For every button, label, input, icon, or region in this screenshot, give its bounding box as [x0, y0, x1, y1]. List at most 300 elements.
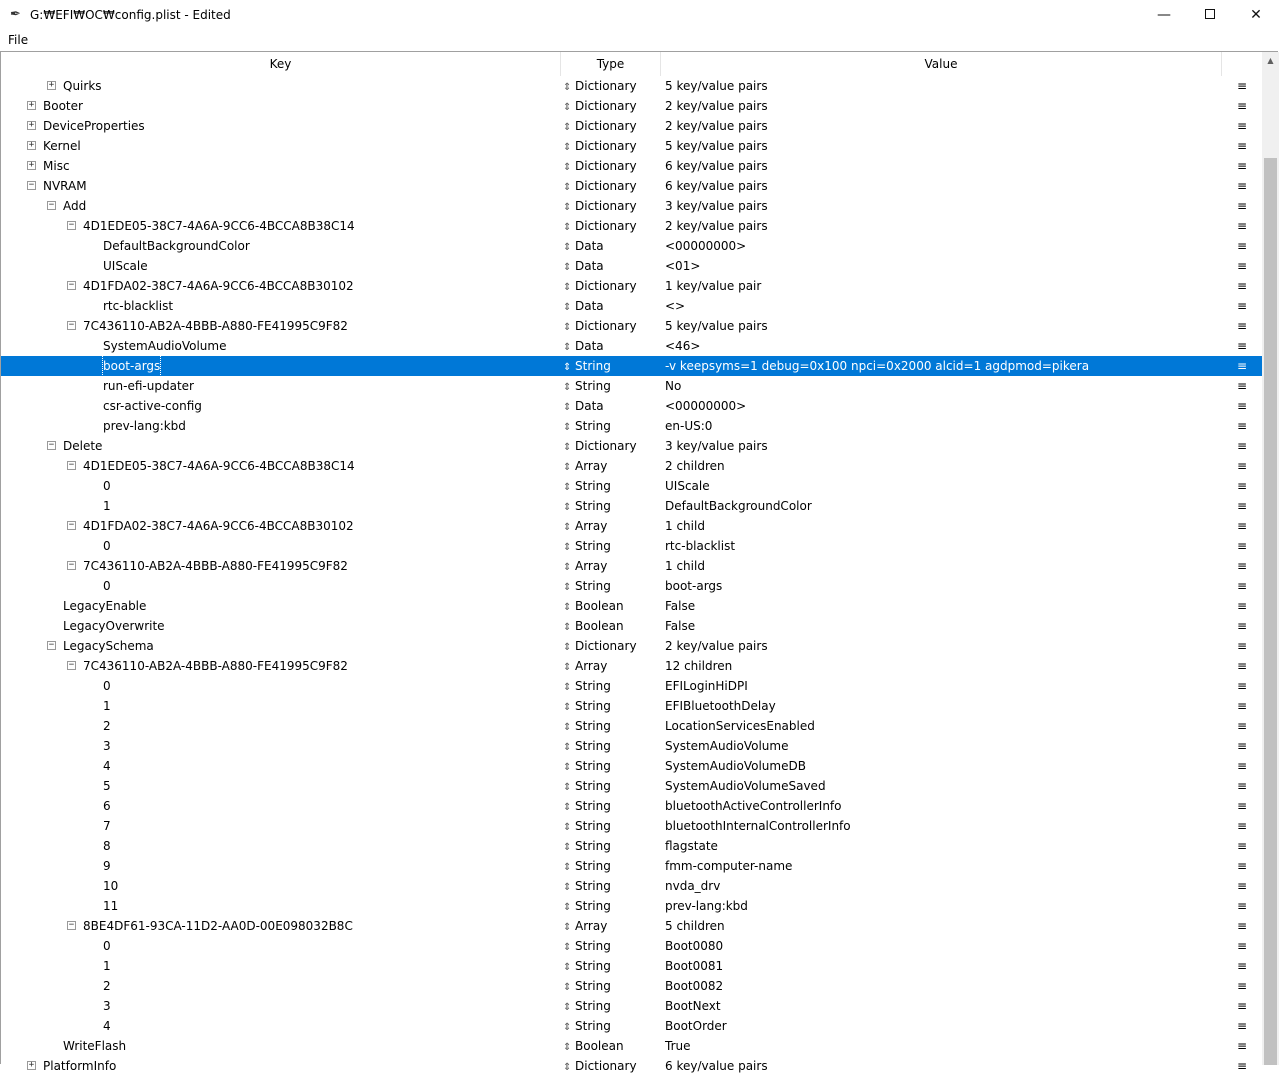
- tree-row[interactable]: [1, 316, 1262, 336]
- row-key-label[interactable]: Add: [63, 199, 87, 213]
- drag-handle-icon[interactable]: ≡: [1236, 439, 1248, 453]
- tree-row[interactable]: [1, 856, 1262, 876]
- collapse-icon[interactable]: −: [68, 220, 75, 230]
- drag-handle-icon[interactable]: ≡: [1236, 219, 1248, 233]
- row-value-cell[interactable]: bluetoothActiveControllerInfo: [665, 799, 842, 813]
- column-header-key[interactable]: Key: [1, 52, 561, 76]
- row-type-cell[interactable]: [563, 456, 661, 476]
- drag-handle-icon[interactable]: ≡: [1236, 859, 1248, 873]
- row-key-label[interactable]: 6: [103, 799, 111, 813]
- tree-row[interactable]: [1, 216, 1262, 236]
- row-type-cell[interactable]: [563, 656, 661, 676]
- tree-row[interactable]: [1, 1016, 1262, 1036]
- row-value-cell[interactable]: 2 key/value pairs: [665, 119, 768, 133]
- row-type-cell[interactable]: [563, 816, 661, 836]
- drag-handle-icon[interactable]: ≡: [1236, 659, 1248, 673]
- row-key-label[interactable]: 4: [103, 759, 111, 773]
- collapse-icon[interactable]: −: [68, 660, 75, 670]
- tree-row[interactable]: [1, 876, 1262, 896]
- tree-row[interactable]: [1, 76, 1262, 96]
- row-type-cell[interactable]: [563, 356, 661, 376]
- row-key-label[interactable]: 10: [103, 879, 119, 893]
- tree-row[interactable]: [1, 416, 1262, 436]
- row-key-label[interactable]: Misc: [43, 159, 70, 173]
- row-value-cell[interactable]: rtc-blacklist: [665, 539, 736, 553]
- tree-row[interactable]: [1, 256, 1262, 276]
- drag-handle-icon[interactable]: ≡: [1236, 839, 1248, 853]
- row-key-label[interactable]: 0: [103, 479, 111, 493]
- drag-handle-icon[interactable]: ≡: [1236, 1039, 1248, 1053]
- tree-row[interactable]: [1, 436, 1262, 456]
- expand-icon[interactable]: +: [28, 100, 35, 110]
- tree-row[interactable]: [1, 636, 1262, 656]
- row-type-cell[interactable]: [563, 876, 661, 896]
- tree-row[interactable]: [1, 476, 1262, 496]
- row-key-label[interactable]: SystemAudioVolume: [103, 339, 227, 353]
- drag-handle-icon[interactable]: ≡: [1236, 339, 1248, 353]
- minimize-button[interactable]: [1141, 0, 1187, 30]
- row-value-cell[interactable]: -v keepsyms=1 debug=0x100 npci=0x2000 alcid=1 agdpmod=pikera: [665, 359, 1090, 373]
- tree-row[interactable]: [1, 616, 1262, 636]
- row-value-cell[interactable]: 6 key/value pairs: [665, 159, 768, 173]
- tree-row[interactable]: [1, 956, 1262, 976]
- tree-row[interactable]: [1, 356, 1262, 376]
- drag-handle-icon[interactable]: ≡: [1236, 319, 1248, 333]
- tree-row[interactable]: [1, 376, 1262, 396]
- row-value-cell[interactable]: nvda_drv: [665, 879, 721, 893]
- row-type-label: Dictionary: [575, 159, 637, 173]
- row-type-cell[interactable]: [563, 436, 661, 456]
- row-key-label[interactable]: 3: [103, 999, 111, 1013]
- row-value-cell[interactable]: 5 key/value pairs: [665, 79, 768, 93]
- row-key-label[interactable]: Booter: [43, 99, 83, 113]
- row-type-cell[interactable]: [563, 116, 661, 136]
- drag-handle-icon[interactable]: ≡: [1236, 799, 1248, 813]
- drag-handle-icon[interactable]: ≡: [1236, 619, 1248, 633]
- row-type-cell[interactable]: [563, 76, 661, 96]
- row-type-cell[interactable]: [563, 796, 661, 816]
- row-type-cell[interactable]: [563, 316, 661, 336]
- row-type-cell[interactable]: [563, 336, 661, 356]
- row-value-cell[interactable]: EFILoginHiDPI: [665, 679, 748, 693]
- drag-handle-icon[interactable]: ≡: [1236, 359, 1248, 373]
- row-type-cell[interactable]: [563, 396, 661, 416]
- row-key-label[interactable]: 4D1EDE05-38C7-4A6A-9CC6-4BCCA8B38C14: [83, 459, 355, 473]
- tree-row[interactable]: [1, 296, 1262, 316]
- close-button[interactable]: [1233, 0, 1279, 30]
- row-key-label[interactable]: 7: [103, 819, 111, 833]
- row-key-label[interactable]: 8: [103, 839, 111, 853]
- row-value-cell[interactable]: flagstate: [665, 839, 718, 853]
- tree-row[interactable]: [1, 556, 1262, 576]
- up-down-arrow-icon: ⇕: [563, 682, 572, 693]
- expand-icon[interactable]: +: [28, 140, 35, 150]
- row-type-cell[interactable]: [563, 676, 661, 696]
- row-type-cell[interactable]: [563, 836, 661, 856]
- row-type-cell[interactable]: [563, 716, 661, 736]
- menu-file[interactable]: File: [8, 33, 29, 47]
- row-key-label[interactable]: 7C436110-AB2A-4BBB-A880-FE41995C9F82: [83, 559, 348, 573]
- tree-row[interactable]: [1, 456, 1262, 476]
- row-key-label[interactable]: Delete: [63, 439, 103, 453]
- row-value-cell[interactable]: <46>: [665, 339, 701, 353]
- row-type-label: Boolean: [575, 1039, 624, 1053]
- up-down-arrow-icon: ⇕: [563, 922, 572, 933]
- drag-handle-icon[interactable]: ≡: [1236, 239, 1248, 253]
- tree-row[interactable]: [1, 116, 1262, 136]
- row-value-cell[interactable]: BootOrder: [665, 1019, 727, 1033]
- drag-handle-icon[interactable]: ≡: [1236, 1019, 1248, 1033]
- row-type-cell[interactable]: [563, 896, 661, 916]
- drag-handle-icon[interactable]: ≡: [1236, 379, 1248, 393]
- row-key-label[interactable]: 9: [103, 859, 111, 873]
- row-type-cell[interactable]: [563, 1016, 661, 1036]
- row-type-cell[interactable]: [563, 416, 661, 436]
- row-value-cell[interactable]: 5 key/value pairs: [665, 319, 768, 333]
- tree-row[interactable]: [1, 656, 1262, 676]
- row-value-cell[interactable]: 5 children: [665, 919, 725, 933]
- row-type-cell[interactable]: [563, 1056, 661, 1076]
- maximize-button[interactable]: [1187, 0, 1233, 30]
- row-type-cell[interactable]: [563, 236, 661, 256]
- column-header-type[interactable]: Type: [561, 52, 661, 76]
- row-key-label[interactable]: 4D1EDE05-38C7-4A6A-9CC6-4BCCA8B38C14: [83, 219, 355, 233]
- row-type-cell[interactable]: [563, 756, 661, 776]
- expand-icon[interactable]: +: [28, 160, 35, 170]
- row-type-cell[interactable]: [563, 156, 661, 176]
- expand-icon[interactable]: +: [48, 80, 55, 90]
- tree-row[interactable]: [1, 596, 1262, 616]
- tree-row[interactable]: [1, 196, 1262, 216]
- row-type-cell[interactable]: [563, 496, 661, 516]
- row-value-cell[interactable]: SystemAudioVolume: [665, 739, 789, 753]
- drag-handle-icon[interactable]: ≡: [1236, 419, 1248, 433]
- collapse-icon[interactable]: −: [68, 320, 75, 330]
- tree-row[interactable]: [1, 676, 1262, 696]
- drag-handle-icon[interactable]: ≡: [1236, 499, 1248, 513]
- drag-handle-icon[interactable]: ≡: [1236, 199, 1248, 213]
- drag-handle-icon[interactable]: ≡: [1236, 1059, 1248, 1073]
- row-value-cell[interactable]: <01>: [665, 259, 701, 273]
- tree-row[interactable]: [1, 496, 1262, 516]
- row-value-cell[interactable]: fmm-computer-name: [665, 859, 793, 873]
- row-key-label[interactable]: 2: [103, 979, 111, 993]
- up-down-arrow-icon: ⇕: [563, 122, 572, 133]
- row-value-cell[interactable]: LocationServicesEnabled: [665, 719, 815, 733]
- row-value-cell[interactable]: DefaultBackgroundColor: [665, 499, 812, 513]
- row-type-label: String: [575, 859, 611, 873]
- row-key-label[interactable]: DefaultBackgroundColor: [103, 239, 250, 253]
- tree-row[interactable]: [1, 536, 1262, 556]
- drag-handle-icon[interactable]: ≡: [1236, 279, 1248, 293]
- tree-row[interactable]: [1, 736, 1262, 756]
- row-value-cell[interactable]: EFIBluetoothDelay: [665, 699, 776, 713]
- row-type-cell[interactable]: [563, 636, 661, 656]
- row-key-label[interactable]: 11: [103, 899, 119, 913]
- row-type-cell[interactable]: [563, 776, 661, 796]
- row-type-cell[interactable]: [563, 516, 661, 536]
- vertical-scrollbar[interactable]: [1262, 52, 1279, 1065]
- row-key-label[interactable]: NVRAM: [43, 179, 87, 193]
- row-value-cell[interactable]: 2 children: [665, 459, 725, 473]
- row-type-cell[interactable]: [563, 136, 661, 156]
- drag-handle-icon[interactable]: ≡: [1236, 79, 1248, 93]
- row-value-cell[interactable]: Boot0080: [665, 939, 724, 953]
- tree-row[interactable]: [1, 1056, 1262, 1076]
- tree-row[interactable]: [1, 896, 1262, 916]
- drag-handle-icon[interactable]: ≡: [1236, 179, 1248, 193]
- drag-handle-icon[interactable]: ≡: [1236, 999, 1248, 1013]
- row-value-cell[interactable]: 2 key/value pairs: [665, 639, 768, 653]
- collapse-icon[interactable]: −: [68, 280, 75, 290]
- drag-handle-icon[interactable]: ≡: [1236, 939, 1248, 953]
- row-value-cell[interactable]: bluetoothInternalControllerInfo: [665, 819, 851, 833]
- tree-row[interactable]: [1, 516, 1262, 536]
- row-key-cell: [1, 636, 561, 656]
- row-key-label[interactable]: run-efi-updater: [103, 379, 194, 393]
- row-key-label[interactable]: LegacyEnable: [63, 599, 147, 613]
- row-value-cell[interactable]: 1 child: [665, 559, 705, 573]
- expand-icon[interactable]: +: [28, 120, 35, 130]
- row-key-label[interactable]: LegacyOverwrite: [63, 619, 165, 633]
- drag-handle-icon[interactable]: ≡: [1236, 579, 1248, 593]
- row-type-cell[interactable]: [563, 696, 661, 716]
- row-key-label[interactable]: 3: [103, 739, 111, 753]
- row-type-cell[interactable]: [563, 96, 661, 116]
- drag-handle-icon[interactable]: ≡: [1236, 519, 1248, 533]
- row-value-cell[interactable]: 6 key/value pairs: [665, 179, 768, 193]
- row-type-cell[interactable]: [563, 996, 661, 1016]
- row-key-label[interactable]: 5: [103, 779, 111, 793]
- row-type-cell[interactable]: [563, 576, 661, 596]
- scrollbar-thumb[interactable]: [1264, 158, 1277, 1065]
- drag-handle-icon[interactable]: ≡: [1236, 679, 1248, 693]
- row-value-cell[interactable]: prev-lang:kbd: [665, 899, 748, 913]
- drag-handle-icon[interactable]: ≡: [1236, 979, 1248, 993]
- collapse-icon[interactable]: −: [48, 640, 55, 650]
- row-key-cell: [1, 456, 561, 476]
- tree-row[interactable]: [1, 96, 1262, 116]
- row-type-label: Dictionary: [575, 99, 637, 113]
- row-value-cell[interactable]: 3 key/value pairs: [665, 439, 768, 453]
- row-type-cell[interactable]: [563, 276, 661, 296]
- row-key-label[interactable]: 1: [103, 699, 111, 713]
- drag-handle-icon[interactable]: ≡: [1236, 699, 1248, 713]
- row-key-label[interactable]: boot-args: [103, 356, 160, 376]
- row-type-cell[interactable]: [563, 976, 661, 996]
- row-type-label: Data: [575, 299, 604, 313]
- row-value-cell[interactable]: SystemAudioVolumeSaved: [665, 779, 826, 793]
- collapse-icon[interactable]: −: [68, 460, 75, 470]
- row-type-label: String: [575, 879, 611, 893]
- row-key-label[interactable]: WriteFlash: [63, 1039, 127, 1053]
- tree-row[interactable]: [1, 176, 1262, 196]
- row-value-cell[interactable]: True: [665, 1039, 691, 1053]
- drag-handle-icon[interactable]: ≡: [1236, 719, 1248, 733]
- row-type-cell[interactable]: [563, 916, 661, 936]
- collapse-icon[interactable]: −: [28, 180, 35, 190]
- tree-row[interactable]: [1, 976, 1262, 996]
- drag-handle-icon[interactable]: ≡: [1236, 119, 1248, 133]
- row-key-cell: [1, 296, 561, 316]
- row-value-cell[interactable]: 3 key/value pairs: [665, 199, 768, 213]
- row-value-cell[interactable]: 1 key/value pair: [665, 279, 762, 293]
- row-type-label: Array: [575, 559, 608, 573]
- row-key-label[interactable]: rtc-blacklist: [103, 299, 174, 313]
- row-value-cell[interactable]: 12 children: [665, 659, 733, 673]
- drag-handle-icon[interactable]: ≡: [1236, 399, 1248, 413]
- drag-handle-icon[interactable]: ≡: [1236, 479, 1248, 493]
- row-value-cell[interactable]: boot-args: [665, 579, 723, 593]
- row-key-label[interactable]: 1: [103, 959, 111, 973]
- row-key-label[interactable]: 7C436110-AB2A-4BBB-A880-FE41995C9F82: [83, 319, 348, 333]
- row-value-cell[interactable]: 2 key/value pairs: [665, 219, 768, 233]
- tree-row[interactable]: [1, 136, 1262, 156]
- expand-icon[interactable]: +: [28, 1060, 35, 1070]
- row-type-cell[interactable]: [563, 376, 661, 396]
- row-key-label[interactable]: 8BE4DF61-93CA-11D2-AA0D-00E098032B8C: [83, 919, 353, 933]
- row-value-cell[interactable]: Boot0081: [665, 959, 724, 973]
- row-key-label[interactable]: 2: [103, 719, 111, 733]
- row-type-cell[interactable]: [563, 616, 661, 636]
- row-type-cell[interactable]: [563, 256, 661, 276]
- drag-handle-icon[interactable]: ≡: [1236, 139, 1248, 153]
- row-value-cell[interactable]: en-US:0: [665, 419, 713, 433]
- row-key-label[interactable]: Kernel: [43, 139, 81, 153]
- feather-icon: ✒: [10, 7, 21, 22]
- tree-row[interactable]: [1, 156, 1262, 176]
- drag-handle-icon[interactable]: ≡: [1236, 879, 1248, 893]
- drag-handle-icon[interactable]: ≡: [1236, 259, 1248, 273]
- row-value-cell[interactable]: 1 child: [665, 519, 705, 533]
- tree-row[interactable]: [1, 696, 1262, 716]
- tree-row[interactable]: [1, 276, 1262, 296]
- drag-handle-icon[interactable]: ≡: [1236, 739, 1248, 753]
- row-key-label[interactable]: PlatformInfo: [43, 1059, 117, 1073]
- row-type-cell[interactable]: [563, 476, 661, 496]
- row-value-cell[interactable]: <00000000>: [665, 399, 747, 413]
- drag-handle-icon[interactable]: ≡: [1236, 639, 1248, 653]
- up-down-arrow-icon: ⇕: [563, 602, 572, 613]
- drag-handle-icon[interactable]: ≡: [1236, 779, 1248, 793]
- row-value-cell[interactable]: Boot0082: [665, 979, 724, 993]
- up-down-arrow-icon: ⇕: [563, 1022, 572, 1033]
- drag-handle-icon[interactable]: ≡: [1236, 539, 1248, 553]
- tree-row[interactable]: [1, 776, 1262, 796]
- collapse-icon[interactable]: −: [68, 520, 75, 530]
- collapse-icon[interactable]: −: [48, 440, 55, 450]
- tree-row[interactable]: [1, 996, 1262, 1016]
- column-header-value[interactable]: Value: [661, 52, 1222, 76]
- tree-row[interactable]: [1, 916, 1262, 936]
- tree-row[interactable]: [1, 936, 1262, 956]
- row-key-label[interactable]: DeviceProperties: [43, 119, 145, 133]
- row-key-label[interactable]: 0: [103, 939, 111, 953]
- row-key-label[interactable]: UIScale: [103, 259, 148, 273]
- row-key-label[interactable]: 4D1FDA02-38C7-4A6A-9CC6-4BCCA8B30102: [83, 519, 354, 533]
- tree-row[interactable]: [1, 236, 1262, 256]
- drag-handle-icon[interactable]: ≡: [1236, 599, 1248, 613]
- row-value-cell[interactable]: False: [665, 619, 696, 633]
- row-type-cell[interactable]: [563, 856, 661, 876]
- row-type-cell[interactable]: [563, 536, 661, 556]
- row-value-cell[interactable]: <>: [665, 299, 686, 313]
- drag-handle-icon[interactable]: ≡: [1236, 459, 1248, 473]
- row-key-label[interactable]: prev-lang:kbd: [103, 419, 186, 433]
- row-value-cell[interactable]: No: [665, 379, 682, 393]
- row-key-label[interactable]: Quirks: [63, 79, 102, 93]
- drag-handle-icon[interactable]: ≡: [1236, 159, 1248, 173]
- row-type-cell[interactable]: [563, 296, 661, 316]
- row-type-cell[interactable]: [563, 1036, 661, 1056]
- drag-handle-icon[interactable]: ≡: [1236, 959, 1248, 973]
- tree-row[interactable]: [1, 716, 1262, 736]
- row-key-label[interactable]: csr-active-config: [103, 399, 202, 413]
- row-value-cell[interactable]: BootNext: [665, 999, 721, 1013]
- collapse-icon[interactable]: −: [48, 200, 55, 210]
- tree-row[interactable]: [1, 836, 1262, 856]
- tree-row[interactable]: [1, 576, 1262, 596]
- tree-row[interactable]: [1, 816, 1262, 836]
- drag-handle-icon[interactable]: ≡: [1236, 819, 1248, 833]
- row-type-label: Dictionary: [575, 119, 637, 133]
- tree-row[interactable]: [1, 396, 1262, 416]
- row-value-cell[interactable]: UIScale: [665, 479, 710, 493]
- up-down-arrow-icon: ⇕: [563, 402, 572, 413]
- row-value-cell[interactable]: SystemAudioVolumeDB: [665, 759, 806, 773]
- row-value-cell[interactable]: 2 key/value pairs: [665, 99, 768, 113]
- row-key-label[interactable]: 4D1FDA02-38C7-4A6A-9CC6-4BCCA8B30102: [83, 279, 354, 293]
- drag-handle-icon[interactable]: ≡: [1236, 299, 1248, 313]
- drag-handle-icon[interactable]: ≡: [1236, 899, 1248, 913]
- row-type-cell[interactable]: [563, 956, 661, 976]
- drag-handle-icon[interactable]: ≡: [1236, 559, 1248, 573]
- row-key-label[interactable]: 0: [103, 679, 111, 693]
- collapse-icon[interactable]: −: [68, 920, 75, 930]
- tree-row[interactable]: [1, 756, 1262, 776]
- row-type-cell[interactable]: [563, 216, 661, 236]
- row-value-cell[interactable]: 6 key/value pairs: [665, 1059, 768, 1073]
- tree-row[interactable]: [1, 336, 1262, 356]
- row-value-cell[interactable]: 5 key/value pairs: [665, 139, 768, 153]
- row-key-label[interactable]: LegacySchema: [63, 639, 154, 653]
- row-key-label[interactable]: 4: [103, 1019, 111, 1033]
- row-key-cell: [1, 236, 561, 256]
- drag-handle-icon[interactable]: ≡: [1236, 759, 1248, 773]
- row-value-cell[interactable]: <00000000>: [665, 239, 747, 253]
- tree-row[interactable]: [1, 796, 1262, 816]
- row-key-label[interactable]: 0: [103, 579, 111, 593]
- row-type-cell[interactable]: [563, 556, 661, 576]
- row-key-cell: [1, 736, 561, 756]
- up-down-arrow-icon: ⇕: [563, 762, 572, 773]
- row-key-label[interactable]: 1: [103, 499, 111, 513]
- row-value-cell[interactable]: False: [665, 599, 696, 613]
- row-key-label[interactable]: 7C436110-AB2A-4BBB-A880-FE41995C9F82: [83, 659, 348, 673]
- tree-row[interactable]: [1, 1036, 1262, 1056]
- row-type-cell[interactable]: [563, 196, 661, 216]
- row-key-label[interactable]: 0: [103, 539, 111, 553]
- row-type-cell[interactable]: [563, 936, 661, 956]
- drag-handle-icon[interactable]: ≡: [1236, 919, 1248, 933]
- scroll-up-arrow-icon[interactable]: ▲: [1267, 56, 1274, 65]
- collapse-icon[interactable]: −: [68, 560, 75, 570]
- drag-handle-icon[interactable]: ≡: [1236, 99, 1248, 113]
- row-type-cell[interactable]: [563, 736, 661, 756]
- row-key-cell: [1, 676, 561, 696]
- row-type-cell[interactable]: [563, 596, 661, 616]
- row-type-cell[interactable]: [563, 176, 661, 196]
